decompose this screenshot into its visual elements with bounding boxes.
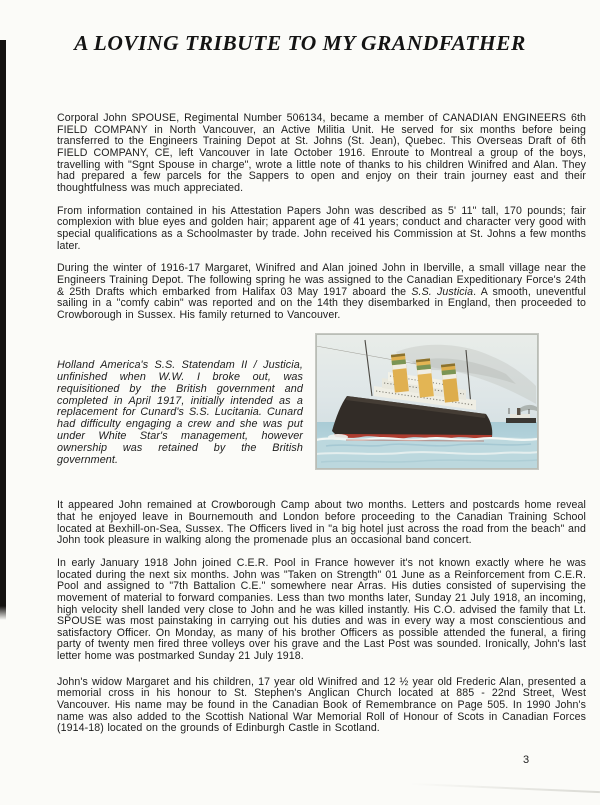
scanner-edge-strip	[0, 40, 6, 612]
document-body	[57, 113, 586, 746]
waves	[316, 434, 538, 469]
paragraph-crowborough-camp: It appeared John remained at Crowborough Camp about two months. Letters and postcards home reveal that he enjoyed leave in Bournemouth and London before proceeding to the Canadian Training School located at Bexhill-on-Sea, Sussex. The Officers lived in "a big hotel just across the road from the beach" and John took pleasure in walking along the promenade plus an occasional band concert.	[57, 499, 586, 547]
paragraph-family-joins	[57, 263, 586, 321]
paragraph-attestation-papers: From information contained in his Attestation Papers John was described as 5' 11" tall, 170 pounds; fair complexion with blue eyes and golden hair; apparent age of 41 years; conduct and character very good with special qualifications as a Schoolmaster by trade. John received his Commission at St. Johns a few months later.	[57, 204, 586, 252]
page-title: A LOVING TRIBUTE TO MY GRANDFATHER	[74, 31, 526, 55]
ship-figure-caption: Holland America's S.S. Statendam II / Justicia, unfinished when W.W. I broke out, was requisitioned by the British government and completed in April 1917, initially intended as a replacement for Cunard's S.S. Lucitania. Cunard had difficulty engaging a crew and she was put under White Star's management, however ownership was retained by the British government.	[57, 359, 303, 466]
paragraph-france-death: In early January 1918 John joined C.E.R. Pool in France however it's not known exactly where he was located during the next six months. John was "Taken on Strength" 01 June as a Reinforcement from C.E.R. Pool and assigned to "7th Battalion C.E." somewhere near Arras. His duties consisted of supervising the movement of material to forward companies. Less than two months later, Sunday 21 July 1918, an incoming, high velocity shell landed very close to John and he was killed instantly. His C.O. advised the family that Lt. SPOUSE was most painstaking in carrying out his duties and was in every way a most conscientious and satisfactory Officer. On Monday, as many of his brother Officers as possible attended the funeral, a firing party of twenty men fired three volleys over his grave and the Last Post was sounded. Ironically, John's last letter home was postmarked Sunday 21 July 1918.	[57, 556, 586, 663]
paragraph-family-joins-post: . A smooth, uneventful sailing in a "comfy cabin" was reported and on the 14th they disembarked in England, then proceeded to Crowborough in Sussex. His family returned to Vancouver.	[57, 285, 586, 321]
ship-painting	[315, 333, 539, 470]
ship-figure	[57, 333, 586, 478]
paragraph-service-history: Corporal John SPOUSE, Regimental Number 506134, became a member of CANADIAN ENGINEERS 6th FIELD COMPANY in North Vancouver, an Active Militia Unit. He served for six months before being transferred to the Engineers Training Depot at St. Johns (St. Jean), Quebec. This Overseas Draft of 6th FIELD COMPANY, CE, left Vancouver in late October 1916. Enroute to Montreal a group of the boys, travelling with "Sgnt Spouse in charge", wrote a little note of thanks to his children Winifred and Alan. They had prepared a few parcels for the Sappers to open and enjoy on their train journey east and their thoughtfulness was much appreciated.	[57, 112, 586, 194]
paragraph-family-joins-pre: During the winter of 1916-17 Margaret, Winifred and Alan joined John in Iberville, a small village near the Engineers Training Depot. The following spring he was assigned to the Canadian Expeditionary Force's 24th & 25th Drafts which embarked from Halifax 03 May 1917 aboard the	[57, 262, 586, 298]
page-number: 3	[523, 754, 530, 766]
scanner-edge-strip-fade	[0, 606, 6, 620]
paragraph-memorial: John's widow Margaret and his children, 17 year old Winifred and 12 ½ year old Frederic Alan, presented a memorial cross in his honour to St. Stephen's Anglican Church located at 885 - 22nd Street, West Vancouver. His name may be found in the Canadian Book of Remembrance on Page 505. In 1990 John's name was also added to the Scottish National War Memorial Roll of Honour of Scots in Canadian Forces (1914-18) located on the grounds of Edinburgh Castle in Scotland.	[57, 675, 586, 735]
page-bottom-shadow	[410, 783, 600, 793]
ship-name-italic: S.S. Justicia	[411, 285, 474, 298]
